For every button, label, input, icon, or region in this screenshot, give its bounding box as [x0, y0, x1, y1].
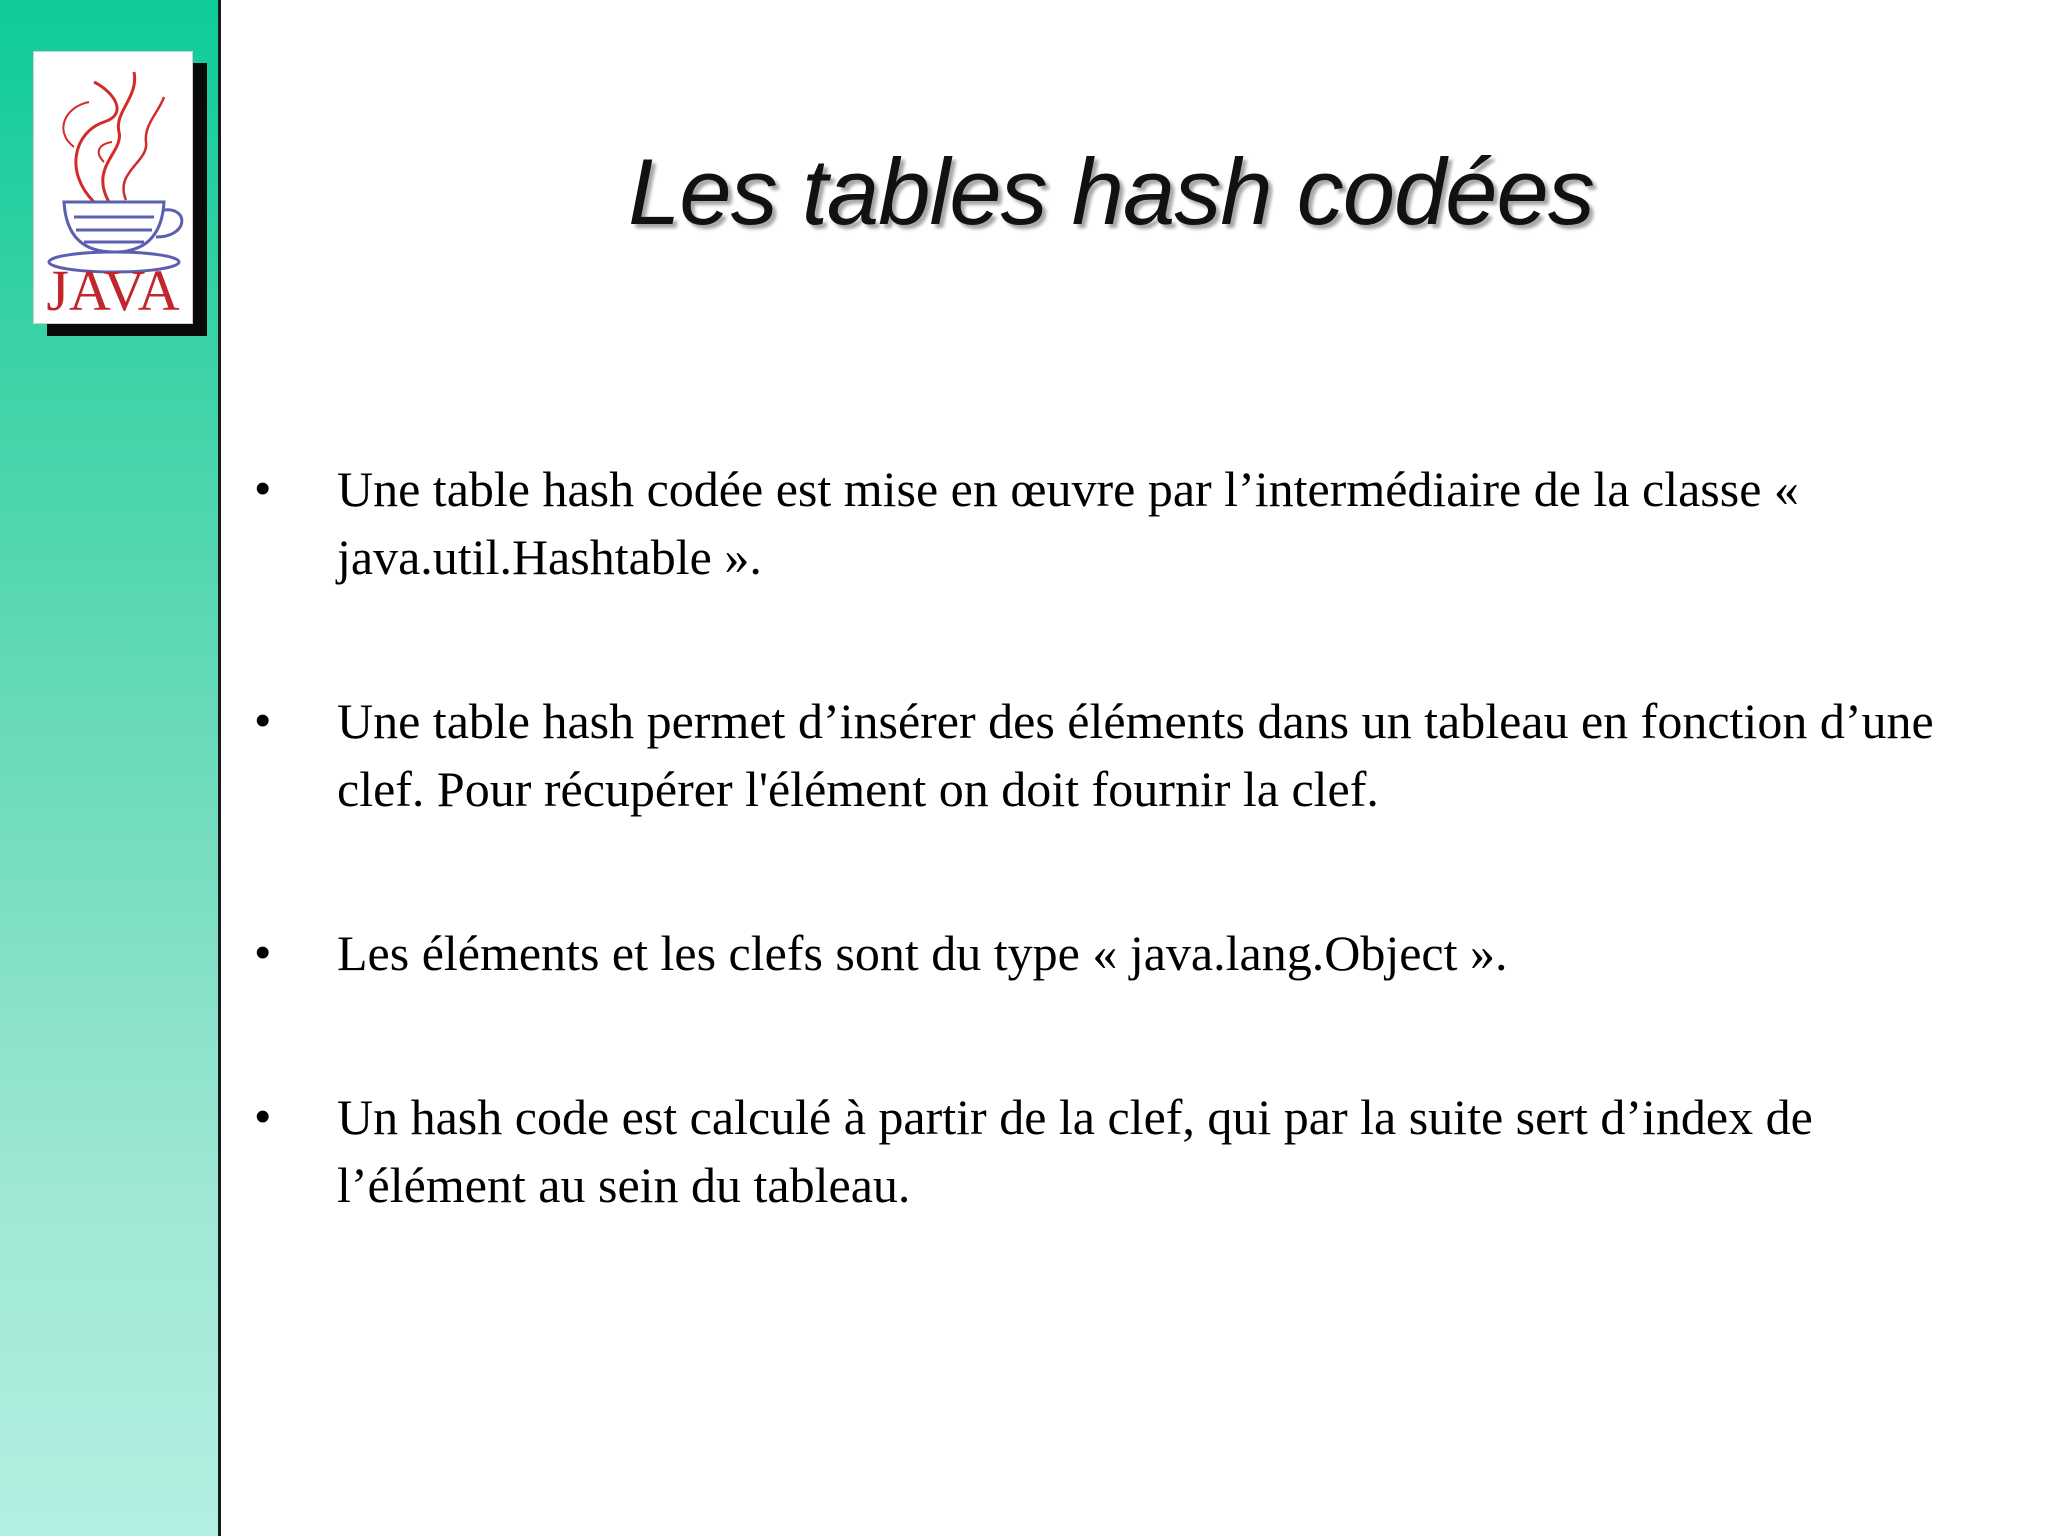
bullet-text: Un hash code est calculé à partir de la clef, qui par la suite sert d’index de l’élément au sein du tableau.	[337, 1089, 1813, 1213]
sidebar-band	[0, 0, 221, 1536]
bullet-text: Les éléments et les clefs sont du type « java.lang.Object ».	[337, 925, 1508, 981]
bullet-marker: •	[255, 696, 271, 745]
bullet-list	[255, 455, 1975, 1315]
bullet-text: Une table hash codée est mise en œuvre par l’intermédiaire de la classe « java.util.Hashtable ».	[337, 461, 1799, 585]
bullet-marker: •	[255, 928, 271, 977]
bullet-text: Une table hash permet d’insérer des éléments dans un tableau en fonction d’une clef. Pour récupérer l'élément on doit fournir la clef.	[337, 693, 1934, 817]
bullet-item	[255, 1083, 1975, 1219]
java-logo	[33, 51, 193, 324]
java-coffee-cup-icon	[34, 52, 192, 323]
bullet-item	[255, 455, 1975, 591]
bullet-item	[255, 919, 1975, 987]
java-logo-text: JAVA	[46, 258, 180, 323]
bullet-item	[255, 687, 1975, 823]
slide-title: Les tables hash codées	[628, 139, 1594, 244]
bullet-marker: •	[255, 464, 271, 513]
bullet-marker: •	[255, 1092, 271, 1141]
